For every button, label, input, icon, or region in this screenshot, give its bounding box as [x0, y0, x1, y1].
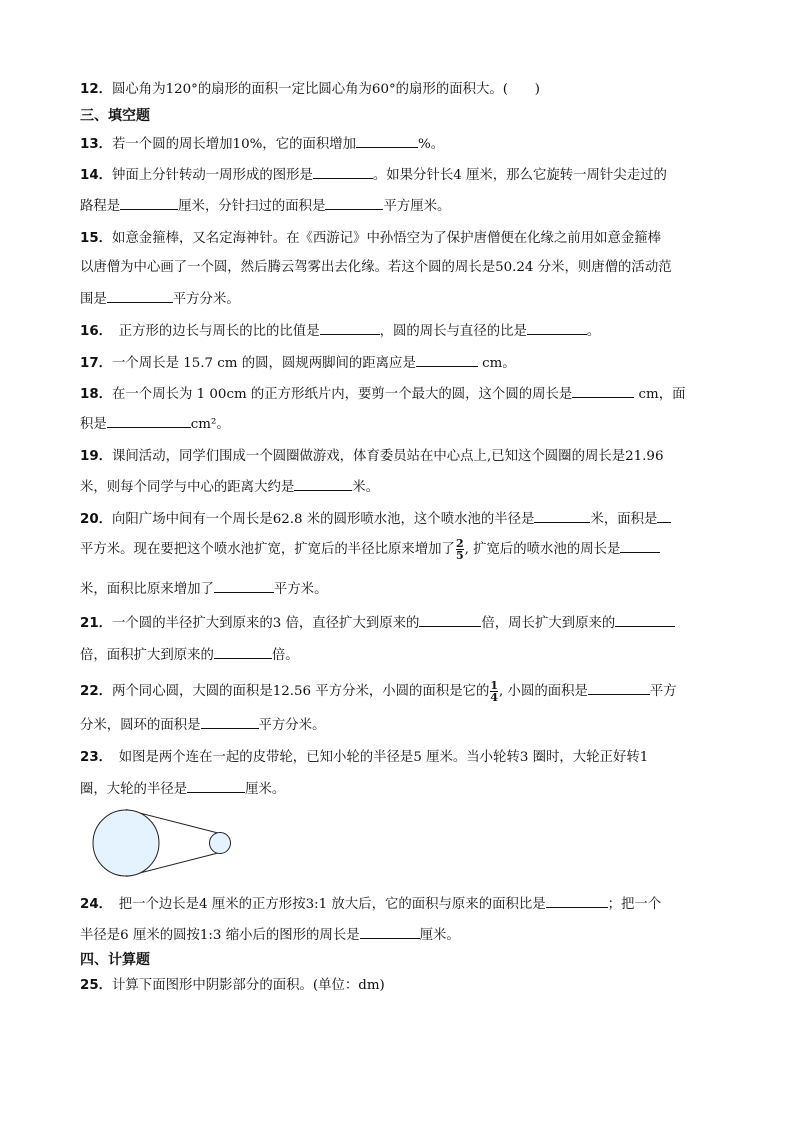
answer-blank[interactable]	[294, 476, 352, 491]
answer-blank[interactable]	[657, 508, 671, 523]
question-14-line-2: 路程是 厘米，分针扫过的面积是 平方厘米。	[80, 195, 720, 217]
answer-blank[interactable]	[615, 612, 675, 627]
answer-blank[interactable]	[201, 714, 259, 729]
question-12: 12．圆心角为120°的扇形的面积一定比圆心角为60°的扇形的面积大。( )	[80, 82, 541, 97]
question-19: 19．课间活动，同学们围成一个圆圈做游戏，体育委员站在中心点上,已知这个圆圈的周长是21.96	[80, 449, 664, 464]
answer-blank[interactable]	[107, 288, 173, 303]
question-17: 17．一个周长是 15.7 cm 的圆，圆规两脚间的距离应是 cm。	[80, 352, 720, 374]
question-number: 14	[80, 168, 99, 183]
question-text: 圆心角为120°的扇形的面积一定比圆心角为60°的扇形的面积大。( )	[112, 82, 541, 97]
question-21: 21．一个圆的半径扩大到原来的3 倍，直径扩大到原来的 倍，周长扩大到原来的	[80, 612, 720, 634]
answer-blank[interactable]	[120, 195, 178, 210]
question-22: 22．两个同心圆，大圆的面积是12.56 平方分米，小圆的面积是它的 $\frac{1}{4}$ , 小圆的面积是 平方	[80, 679, 677, 704]
question-15-line-2: 以唐僧为中心画了一个圆，然后腾云驾雾出去化缘。若这个圆的周长是50.24 分米，则唐僧的活动范	[80, 260, 672, 275]
question-24-line-2: 半径是6 厘米的圆按1:3 缩小后的图形的周长是 厘米。	[80, 924, 720, 946]
question-number: 21	[80, 616, 99, 631]
question-number: 22	[80, 684, 99, 699]
answer-blank[interactable]	[416, 352, 478, 367]
question-number: 19	[80, 449, 99, 464]
question-number: 13	[80, 137, 99, 152]
question-20: 20．向阳广场中间有一个周长是62.8 米的圆形喷水池，这个喷水池的半径是 米，面积是	[80, 508, 720, 530]
question-23-line-2: 圈，大轮的半径是 厘米。	[80, 778, 720, 800]
question-number: 15	[80, 231, 99, 246]
question-16: 16． 正方形的边长与周长的比的比值是 ，圆的周长与直径的比是 。	[80, 320, 720, 342]
fraction-one-quarter: $\frac{1}{4}$	[490, 679, 499, 704]
section-title-calculation: 四、计算题	[80, 952, 150, 968]
question-21-line-2: 倍，面积扩大到原来的 倍。	[80, 644, 720, 666]
question-18: 18．在一个周长为 1 00cm 的正方形纸片内，要剪一个最大的圆，这个圆的周长是 cm，面	[80, 383, 720, 405]
answer-blank[interactable]	[356, 133, 418, 148]
small-wheel	[210, 833, 231, 854]
question-number: 25	[80, 978, 99, 993]
answer-blank[interactable]	[419, 612, 481, 627]
answer-blank[interactable]	[313, 164, 373, 179]
question-19-line-2: 米，则每个同学与中心的距离大约是 米。	[80, 476, 720, 498]
question-20-line-2: 平方米。现在要把这个喷水池扩宽，扩宽后的半径比原来增加了 $\frac{2}{5}$ , 扩宽后的喷水池的周长是	[80, 538, 720, 561]
answer-blank[interactable]	[187, 778, 245, 793]
answer-blank[interactable]	[620, 538, 660, 553]
question-18-line-2: 积是 cm²。	[80, 413, 720, 435]
question-14: 14．钟面上分针转动一周形成的图形是 。如果分针长4 厘米，那么它旋转一周针尖走过的	[80, 164, 720, 186]
answer-blank[interactable]	[325, 195, 383, 210]
answer-blank[interactable]	[572, 383, 634, 398]
question-text: 计算下面图形中阴影部分的面积。(单位：dm)	[112, 978, 385, 993]
question-number: 24	[80, 897, 99, 912]
answer-blank[interactable]	[214, 644, 272, 659]
question-23: 23． 如图是两个连在一起的皮带轮，已知小轮的半径是5 厘米。当小轮转3 圈时，大轮正好转1	[80, 750, 649, 765]
question-number: 18	[80, 387, 99, 402]
question-number: 23	[80, 750, 99, 765]
question-number: 16	[80, 324, 99, 339]
answer-blank[interactable]	[360, 924, 420, 939]
question-number: 20	[80, 512, 99, 527]
question-25: 25．计算下面图形中阴影部分的面积。(单位：dm)	[80, 978, 385, 993]
question-number: 12	[80, 82, 99, 97]
question-number: 17	[80, 356, 99, 371]
answer-blank[interactable]	[546, 893, 608, 908]
answer-blank[interactable]	[107, 413, 191, 428]
answer-blank[interactable]	[534, 508, 590, 523]
question-15-line-3: 围是 平方分米。	[80, 288, 720, 310]
answer-blank[interactable]	[320, 320, 380, 335]
answer-blank[interactable]	[214, 578, 274, 593]
fraction-two-fifths: $\frac{2}{5}$	[455, 537, 464, 562]
answer-blank[interactable]	[588, 680, 650, 695]
large-wheel	[93, 810, 159, 876]
belt-pulley-figure	[92, 808, 242, 878]
section-title-fill-in: 三、填空题	[80, 108, 150, 124]
question-13: 13．若一个圆的周长增加10%，它的面积增加 %。	[80, 133, 720, 155]
question-20-line-3: 米，面积比原来增加了 平方米。	[80, 578, 720, 600]
question-24: 24． 把一个边长是4 厘米的正方形按3:1 放大后，它的面积与原来的面积比是 ；把一个	[80, 893, 720, 915]
answer-blank[interactable]	[527, 320, 587, 335]
question-22-line-2: 分米，圆环的面积是 平方分米。	[80, 714, 720, 736]
question-15: 15．如意金箍棒，又名定海神针。在《西游记》中孙悟空为了保护唐僧便在化缘之前用如意金箍棒	[80, 231, 662, 246]
